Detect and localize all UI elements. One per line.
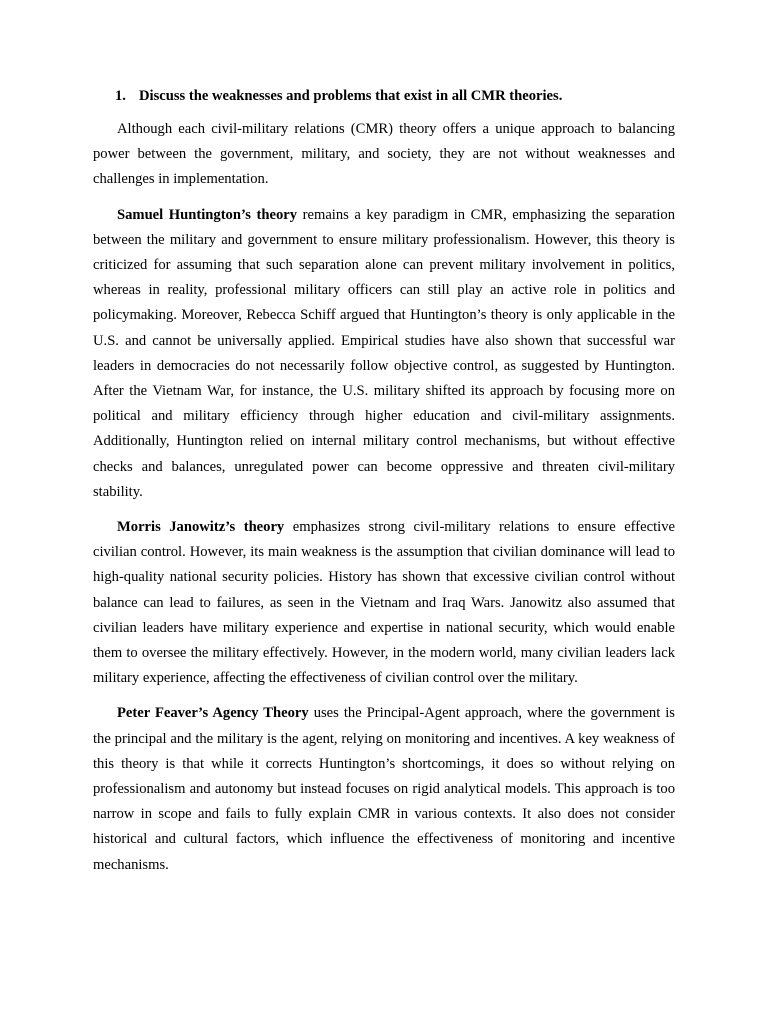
- paragraph-body: emphasizes strong civil-military relations to ensure effective civilian control. However, its main weakness is the assumption that civilian dominance will lead to high-quality national security policies. History has shown that excessive civilian control without balance can lead to failures, as seen in the Vietnam and Iraq Wars. Janowitz also assumed that civilian leaders have military experience and expertise in national security, which would enable them to oversee the military effectively. However, in the modern world, many civilian leaders lack military experience, affecting the effectiveness of civilian control over the military.: [93, 519, 675, 687]
- feaver-paragraph: [93, 701, 675, 877]
- paragraph-body: uses the Principal-Agent approach, where the government is the principal and the military is the agent, relying on monitoring and incentives. A key weakness of this theory is that while it corrects Huntington’s shortcomings, it does so without relying on professionalism and autonomy but instead focuses on rigid analytical models. This approach is too narrow in scope and fails to fully explain CMR in various contexts. It also does not consider historical and cultural factors, which influence the effectiveness of monitoring and incentive mechanisms.: [93, 705, 675, 873]
- intro-paragraph: [93, 117, 675, 193]
- document-page: [93, 84, 675, 888]
- janowitz-paragraph: [93, 515, 675, 691]
- paragraph-lead: Morris Janowitz’s theory: [117, 519, 285, 536]
- paragraph-lead: Peter Feaver’s Agency Theory: [117, 705, 309, 722]
- paragraph-body: Although each civil-military relations (CMR) theory offers a unique approach to balancing power between the government, military, and society, they are not without weaknesses and challenges in implementation.: [93, 121, 675, 188]
- question-number: 1.: [115, 88, 126, 104]
- huntington-paragraph: [93, 203, 675, 505]
- paragraph-lead: Samuel Huntington’s theory: [117, 206, 298, 223]
- question-text: Discuss the weaknesses and problems that exist in all CMR theories.: [139, 88, 563, 104]
- paragraph-body: remains a key paradigm in CMR, emphasizing the separation between the military and government to ensure military professionalism. However, this theory is criticized for assuming that such separation alone can prevent military involvement in politics, whereas in reality, professional military officers can still play an active role in politics and policymaking. Moreover, Rebecca Schiff argued that Huntington’s theory is only applicable in the U.S. and cannot be universally applied. Empirical studies have also shown that successful war leaders in democracies do not necessarily follow objective control, as suggested by Huntington. After the Vietnam War, for instance, the U.S. military shifted its approach by focusing more on political and military efficiency through higher education and civil-military assignments. Additionally, Huntington relied on internal military control mechanisms, but without effective checks and balances, unregulated power can become oppressive and threaten civil-military stability.: [93, 206, 675, 500]
- question-heading: [93, 84, 675, 109]
